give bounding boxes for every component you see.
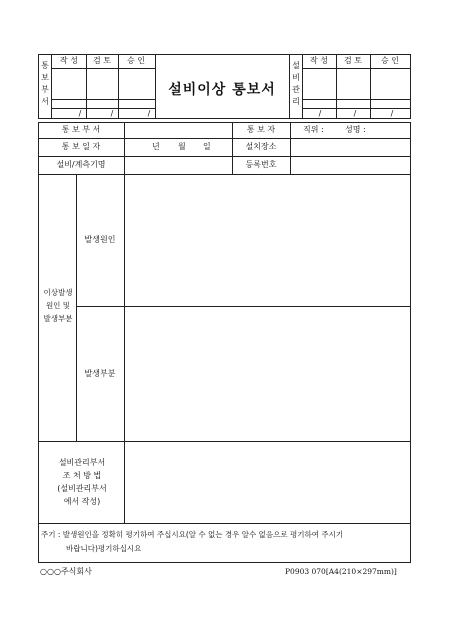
left-header-approve: 승 인 — [127, 56, 145, 65]
right-date-mark-2: / — [353, 109, 357, 118]
left-date-mark-2: / — [110, 109, 114, 118]
left-header-write: 작 성 — [60, 56, 78, 65]
cause-group-text: 이상발생 원인 및 발생부분 — [43, 288, 73, 323]
form-code: P0903 070[A4(210×297mm)] — [285, 567, 397, 576]
date-year-label: 년 — [152, 142, 160, 151]
cause-group-label — [40, 286, 76, 325]
equipment-label: 설비/계측기명 — [56, 160, 106, 169]
action-label-text: 설비관리부서 조 처 방 법 (설비관리부서 에서 작성) — [57, 458, 107, 506]
document-title: 설비이상 통보서 — [168, 82, 276, 98]
part-label: 발생부분 — [84, 369, 116, 378]
company-name: ○○○주식회사 — [40, 567, 92, 576]
date-day-label: 일 — [203, 142, 211, 151]
position-label: 직위 : — [303, 125, 324, 134]
right-date-mark-3: / — [390, 109, 394, 118]
reporter-label: 통 보 자 — [246, 125, 276, 134]
name-label: 성명 : — [345, 125, 366, 134]
left-date-mark-1: / — [78, 109, 82, 118]
right-date-mark-1: / — [318, 109, 322, 118]
note-line-1: 주기 : 발생원인을 정확히 평기하여 주십시요(알 수 없는 경우 알수 없음으로 평기하여 주시기 — [41, 530, 344, 539]
right-header-write: 작 성 — [310, 56, 328, 65]
location-label: 설치장소 — [245, 142, 277, 151]
date-month-label: 월 — [178, 142, 186, 151]
left-block-label: 통보부서 — [41, 61, 49, 106]
left-date-mark-3: / — [147, 109, 151, 118]
right-header-review: 검 토 — [344, 56, 362, 65]
right-block-label: 설비관리 — [292, 61, 300, 106]
left-header-review: 검 토 — [93, 56, 111, 65]
action-label — [40, 456, 124, 508]
dept-label: 통 보 부 서 — [61, 125, 101, 134]
cause-label: 발생원인 — [84, 235, 116, 244]
note-line-2: 바랍니다)평기하십시요 — [66, 544, 142, 553]
right-header-approve: 승 인 — [381, 56, 399, 65]
date-label: 통 보 일 자 — [61, 142, 101, 151]
registration-label: 등록번호 — [245, 160, 277, 169]
